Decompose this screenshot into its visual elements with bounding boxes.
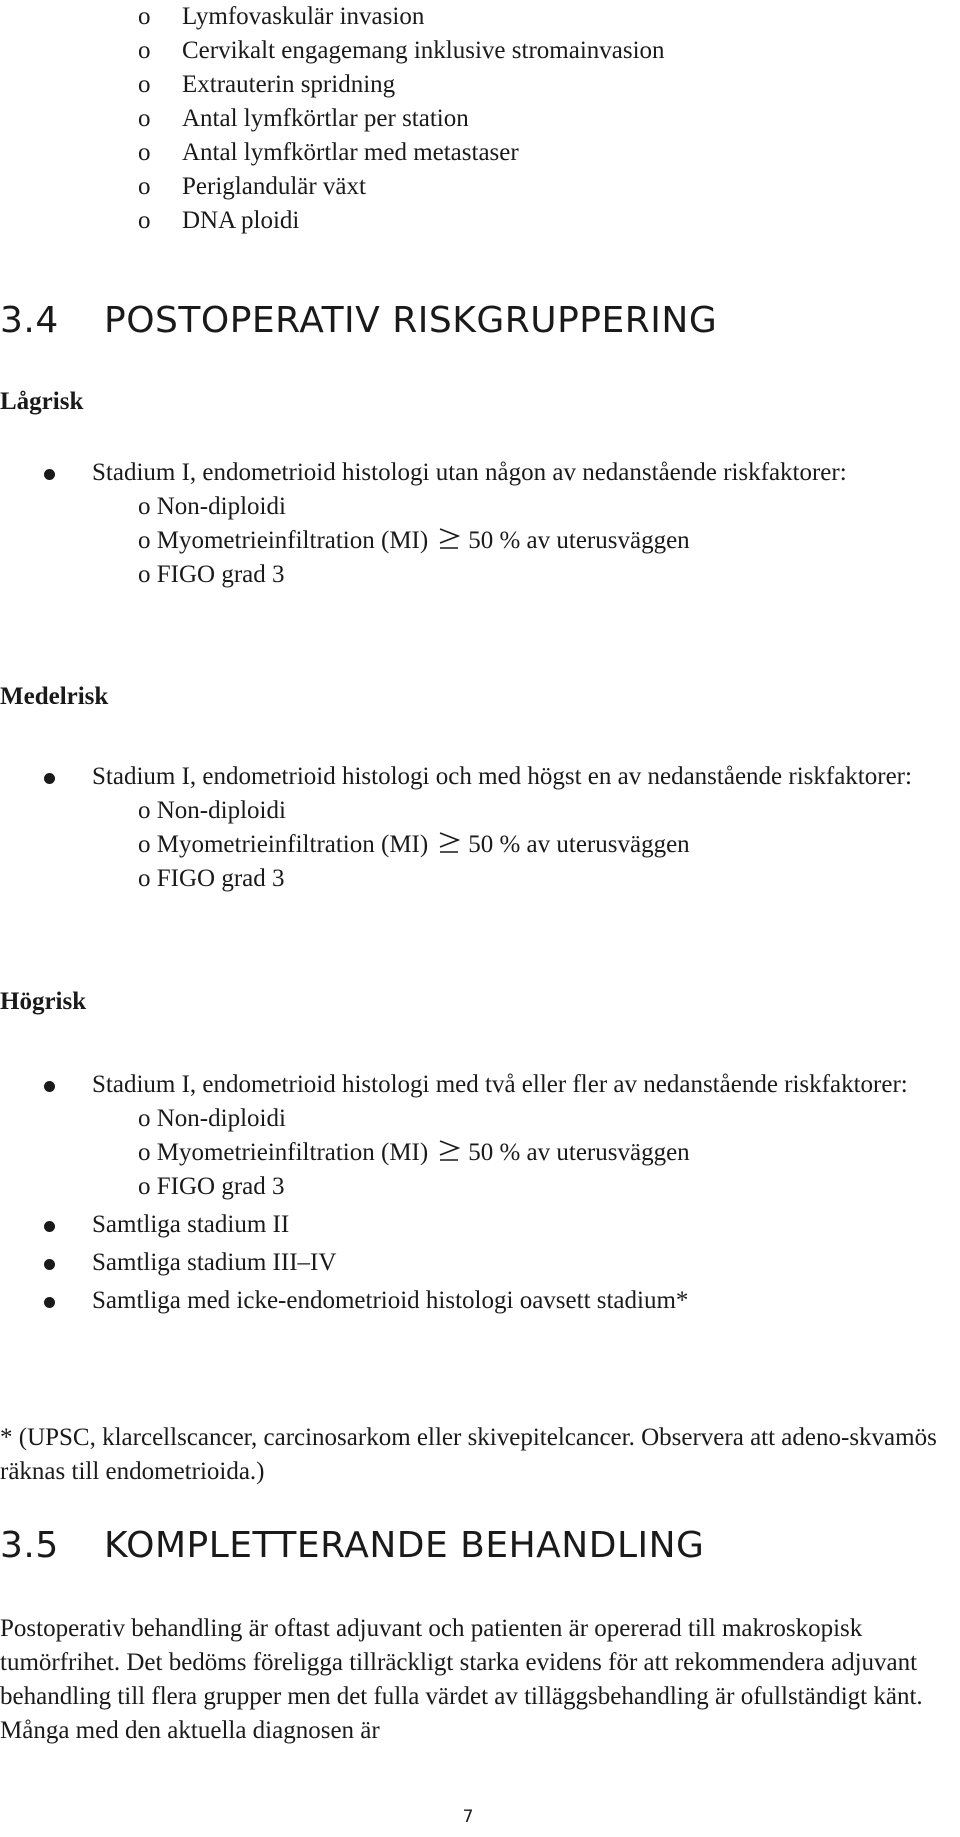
footnote: * (UPSC, klarcellscancer, carcinosarkom eller skivepitelcancer. Observera att adeno-skvamös räknas till endometrioida.) <box>0 1424 937 1485</box>
list-item: o Lymfovaskulär invasion <box>138 3 425 30</box>
bullet-item: Samtliga stadium III–IV <box>0 1246 960 1280</box>
sub-item: o Myometrieinfiltration (MI) 50 % av uterusväggen <box>138 1139 690 1166</box>
bullet-item: Samtliga med icke-endometrioid histologi oavsett stadium* <box>0 1284 960 1318</box>
bullet-icon <box>44 469 55 480</box>
hogrisk-section <box>0 1068 960 1318</box>
bullet-item: Samtliga stadium II <box>0 1208 960 1242</box>
medelrisk-heading: Medelrisk <box>0 683 109 710</box>
section-heading-3-4: 3.4 POSTOPERATIV RISKGRUPPERING <box>0 300 718 341</box>
medelrisk-section <box>0 760 960 896</box>
sub-item: o Non-diploidi <box>138 1105 286 1132</box>
sub-item: o Myometrieinfiltration (MI) 50 % av uterusväggen <box>138 831 690 858</box>
list-item: o Periglandulär växt <box>138 173 366 200</box>
bullet-icon <box>44 1297 55 1308</box>
lagrisk-heading: Lågrisk <box>0 388 84 415</box>
list-item: o Extrauterin spridning <box>138 71 396 98</box>
bullet-icon <box>44 1259 55 1270</box>
greater-equal-icon <box>438 527 460 551</box>
sub-item: o FIGO grad 3 <box>138 865 285 892</box>
list-item: o Antal lymfkörtlar med metastaser <box>138 139 519 166</box>
bullet-icon <box>44 773 55 784</box>
bullet-item: Stadium I, endometrioid histologi och med högst en av nedanstående riskfaktorer: <box>0 760 960 794</box>
bullet-icon <box>44 1081 55 1092</box>
bullet-icon <box>44 1221 55 1232</box>
bullet-item: Stadium I, endometrioid histologi utan någon av nedanstående riskfaktorer: <box>0 456 960 490</box>
section-heading-3-5: 3.5 KOMPLETTERANDE BEHANDLING <box>0 1525 705 1566</box>
prognostic-factor-list <box>138 0 665 238</box>
hogrisk-heading: Högrisk <box>0 988 87 1015</box>
sub-item: o Non-diploidi <box>138 797 286 824</box>
list-item: o Cervikalt engagemang inklusive stromainvasion <box>138 37 665 64</box>
sub-item: o FIGO grad 3 <box>138 561 285 588</box>
greater-equal-icon <box>438 1139 460 1163</box>
sub-item: o Myometrieinfiltration (MI) 50 % av uterusväggen <box>138 527 690 554</box>
body-paragraph: Postoperativ behandling är oftast adjuvant och patienten är opererad till makroskopisk tumörfrihet. Det bedöms föreligga tillräckligt starka evidens för att rekommendera adjuvant behandling till flera grupper men det fulla värdet av tilläggsbehandling är ofullständigt känt. Många med den aktuella diagnosen är <box>0 1615 923 1744</box>
page-number: 7 <box>462 1807 474 1827</box>
sub-item: o FIGO grad 3 <box>138 1173 285 1200</box>
list-item: o Antal lymfkörtlar per station <box>138 105 469 132</box>
lagrisk-section <box>0 456 960 592</box>
bullet-item: Stadium I, endometrioid histologi med två eller fler av nedanstående riskfaktorer: <box>0 1068 960 1102</box>
sub-item: o Non-diploidi <box>138 493 286 520</box>
greater-equal-icon <box>438 831 460 855</box>
list-item: o DNA ploidi <box>138 207 300 234</box>
